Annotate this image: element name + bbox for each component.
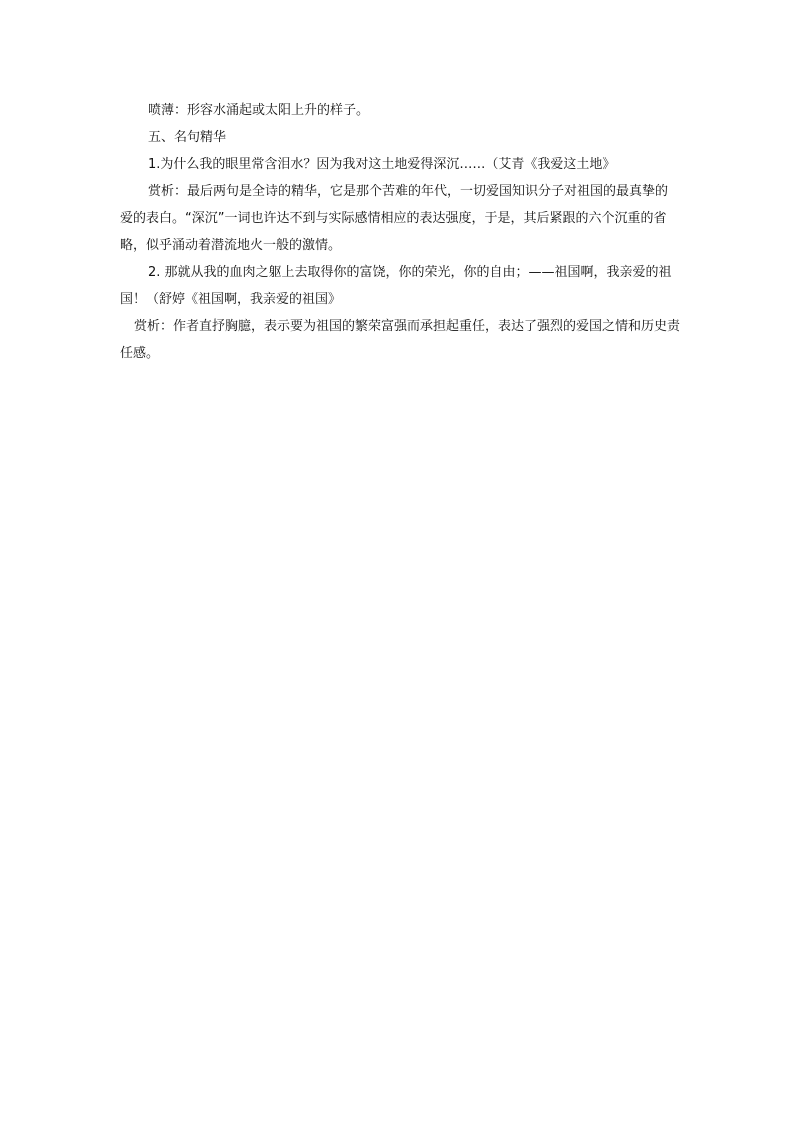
analysis-paragraph-1: 赏析：最后两句是全诗的精华，它是那个苦难的年代，一切爱国知识分子对祖国的最真挚的爱的表白。“深沉”一词也许达不到与实际感情相应的表达强度，于是，其后紧跟的六个沉重的省略，似乎涌动着潜流地火一般的激情。 [120,184,669,253]
section-heading: 五、名句精华 [148,130,227,145]
quote-paragraph-1: 1.为什么我的眼里常含泪水？因为我对这土地爱得深沉……（艾青《我爱这土地》 [148,157,616,172]
analysis-paragraph-2: 赏析：作者直抒胸臆，表示要为祖国的繁荣富强而承担起重任，表达了强烈的爱国之情和历史责任感。 [120,319,681,361]
quote-paragraph-2: 2. 那就从我的血肉之躯上去取得你的富饶，你的荣光，你的自由；——祖国啊，我亲爱的祖国！（舒婷《祖国啊，我亲爱的祖国》 [120,265,672,307]
definition-paragraph: 喷薄：形容水涌起或太阳上升的样子。 [148,103,370,118]
document-body [120,97,680,367]
